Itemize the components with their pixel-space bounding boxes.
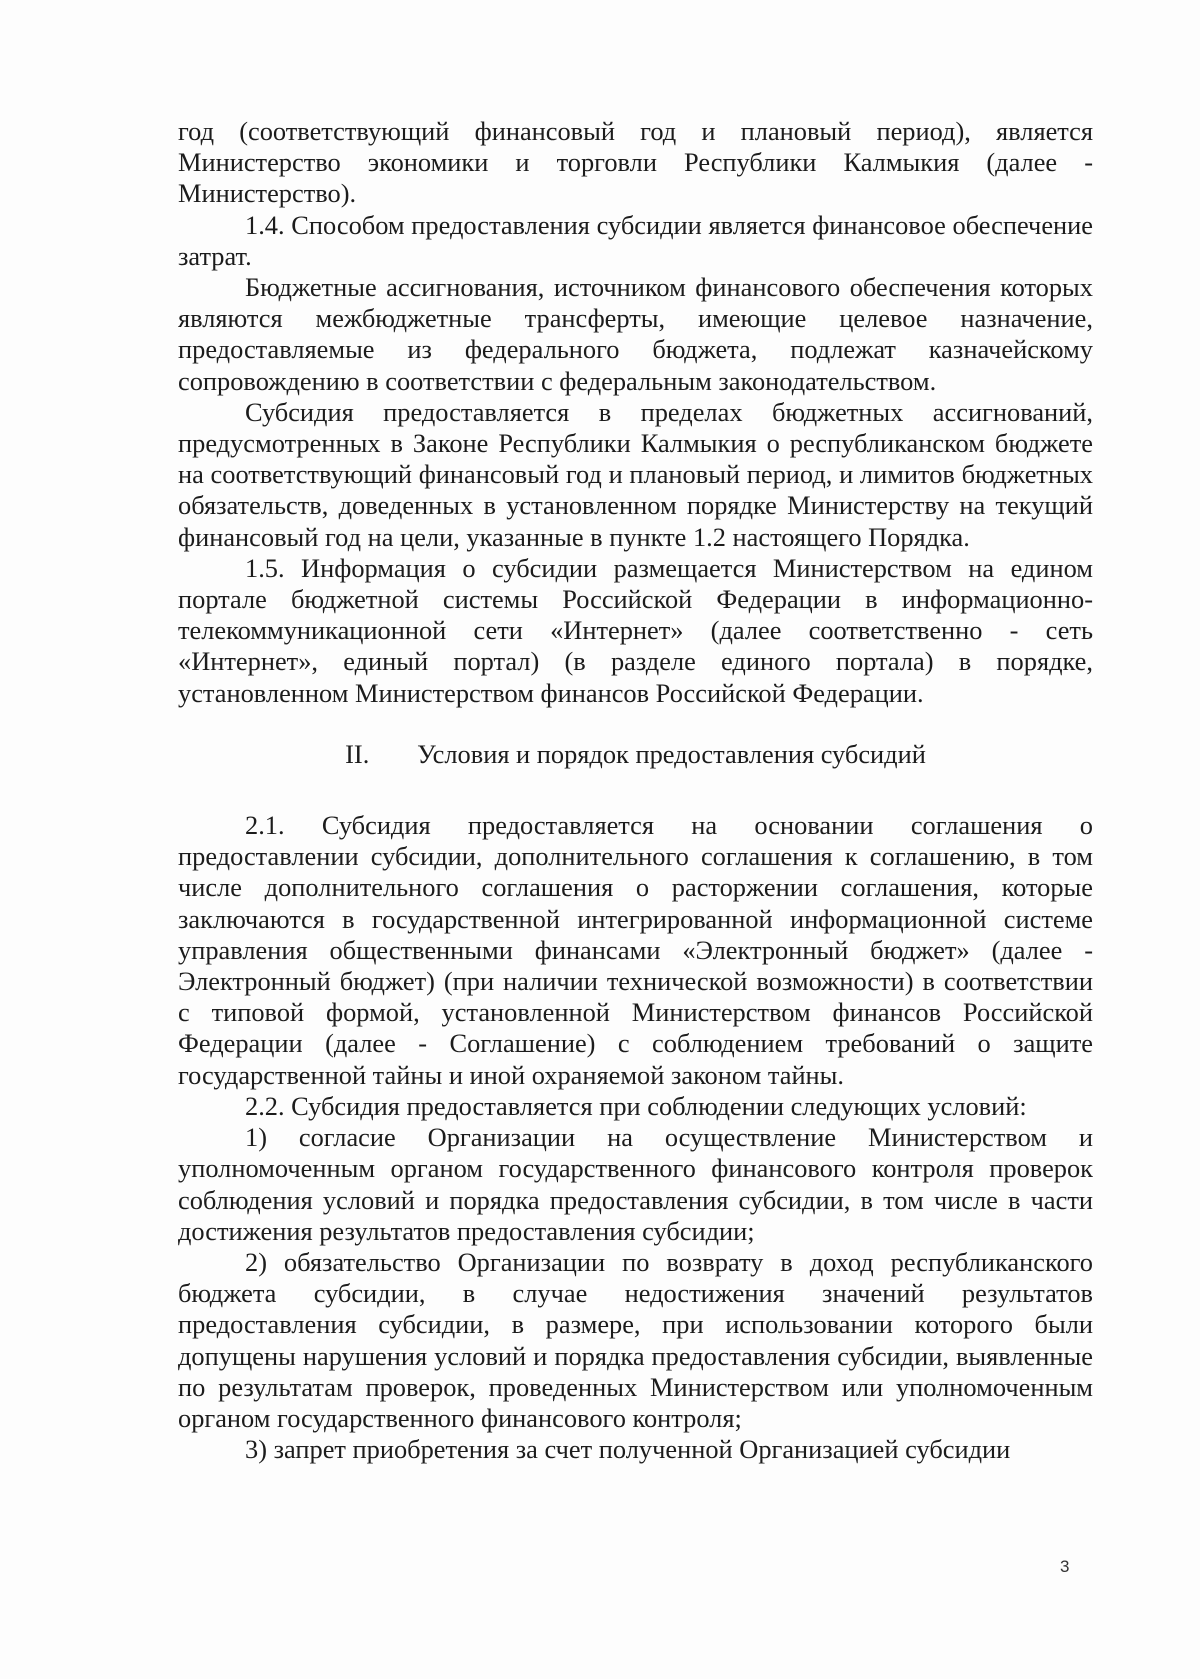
section-heading <box>178 739 1093 770</box>
paragraph-1-4: 1.4. Способом предоставления субсидии является финансовое обеспечение затрат. <box>178 209 1093 271</box>
paragraph-2-2: 2.2. Субсидия предоставляется при соблюдении следующих условий: <box>245 1090 1027 1121</box>
list-item-condition-1: 1) согласие Организации на осуществление Министерством и уполномоченным органом государственного финансового контроля проверок соблюдения условий и порядка предоставления субсидии, в том числе в части достижения результатов предоставления субсидии; <box>178 1122 1093 1246</box>
page-number: 3 <box>1060 1557 1070 1576</box>
paragraph-subsidy-limits: Субсидия предоставляется в пределах бюджетных ассигнований, предусмотренных в Законе Республики Калмыкия о республиканском бюджете на соответствующий финансовый год и плановый период, и лимитов бюджетных обязательств, доведенных в установленном порядке Министерству на текущий финансовый год на цели, указанные в пункте 1.2 настоящего Порядка. <box>178 396 1093 552</box>
section-heading-title: Условия и порядок предоставления субсидий <box>417 738 926 769</box>
section-heading-number: II. <box>345 738 370 769</box>
list-item-condition-2: 2) обязательство Организации по возврату в доход республиканского бюджета субсидии, в случае недостижения значений результатов предоставления субсидии, в размере, при использовании которого были допущены нарушения условий и порядка предоставления субсидии, выявленные по результатам проверок, проведенных Министерством или уполномоченным органом государственного финансового контроля; <box>178 1246 1093 1433</box>
paragraph-1-5: 1.5. Информация о субсидии размещается Министерством на едином портале бюджетной системы Российской Федерации в информационно-телекоммуникационной сети «Интернет» (далее соответственно - сеть «Интернет», единый портал) (в разделе единого портала) в порядке, установленном Министерством финансов Российской Федерации. <box>178 552 1093 708</box>
document-body <box>178 116 1093 1465</box>
paragraph-budget-allocations: Бюджетные ассигнования, источником финансового обеспечения которых являются межбюджетные трансферты, имеющие целевое назначение, предоставляемые из федерального бюджета, подлежат казначейскому сопровождению в соответствии с федеральным законодательством. <box>178 272 1093 396</box>
list-item-condition-3: 3) запрет приобретения за счет полученной Организацией субсидии <box>245 1434 1011 1465</box>
paragraph-2-1: 2.1. Субсидия предоставляется на основании соглашения о предоставлении субсидии, дополнительного соглашения к соглашению, в том числе дополнительного соглашения о расторжении соглашения, которые заключаются в государственной интегрированной информационной системе управления общественными финансами «Электронный бюджет» (далее - Электронный бюджет) (при наличии технической возможности) в соответствии с типовой формой, установленной Министерством финансов Российской Федерации (далее - Соглашение) с соблюдением требований о защите государственной тайны и иной охраняемой законом тайны. <box>178 810 1093 1090</box>
paragraph-continuation: год (соответствующий финансовый год и плановый период), является Министерство экономики и торговли Республики Калмыкия (далее - Министерство). <box>178 116 1093 209</box>
